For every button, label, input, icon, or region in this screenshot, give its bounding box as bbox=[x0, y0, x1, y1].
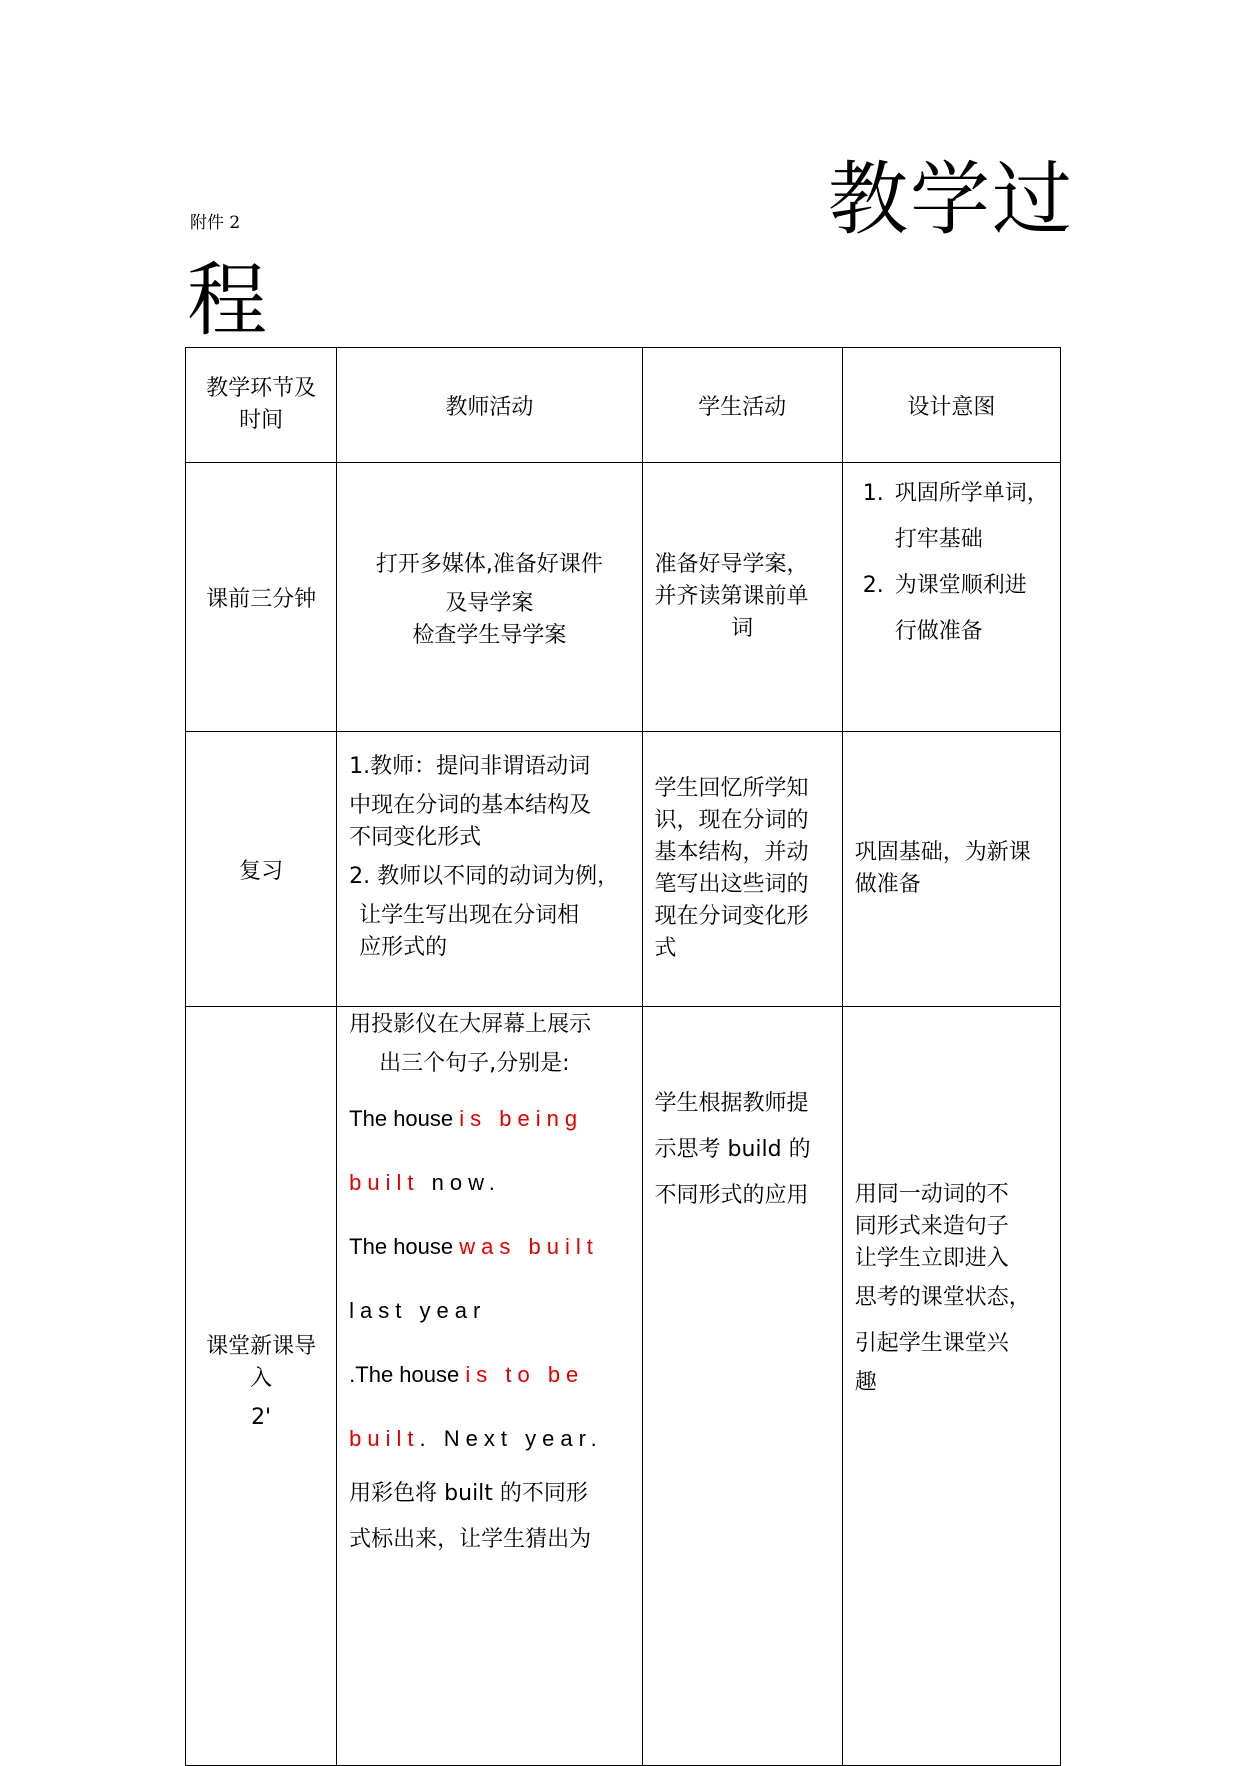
example-sentence-3: .The house is to be built. Next year. bbox=[349, 1362, 603, 1451]
header-stage: 教学环节及时间 bbox=[186, 348, 337, 463]
design-goal-list bbox=[843, 471, 1060, 655]
student-cell: 准备好导学案， 并齐读第课前单 词 bbox=[642, 463, 842, 732]
header-student: 学生活动 bbox=[642, 348, 842, 463]
lesson-plan-table bbox=[185, 347, 1061, 1766]
header-teacher: 教师活动 bbox=[337, 348, 642, 463]
stage-cell: 复习 bbox=[186, 732, 337, 1007]
table-header-row bbox=[186, 348, 1061, 463]
teacher-cell: 打开多媒体,准备好课件 及导学案 检查学生导学案 bbox=[337, 463, 642, 732]
table-row bbox=[186, 463, 1061, 732]
stage-cell: 课堂新课导 入 2' bbox=[186, 1007, 337, 1766]
list-item: 2. 为课堂顺利进 行做准备 bbox=[891, 563, 1060, 655]
list-item: 1. 巩固所学单词， 打牢基础 bbox=[891, 471, 1060, 563]
example-sentence-2: The house was built last year bbox=[349, 1234, 599, 1323]
page-title-part2: 程 bbox=[187, 254, 267, 347]
table-row bbox=[186, 1007, 1061, 1766]
student-cell: 学生回忆所学知 识，现在分词的 基本结构，并动 笔写出这些词的 现在分词变化形 式 bbox=[642, 732, 842, 1007]
example-sentence-1: The house is being built now. bbox=[349, 1106, 584, 1195]
page-title-part1: 教学过 bbox=[828, 153, 1074, 246]
teacher-cell: 1.教师：提问非谓语动词 中现在分词的基本结构及 不同变化形式 2. 教师以不同的动词为例， 让学生写出现在分词相 应形式的 bbox=[337, 732, 642, 1007]
table-row bbox=[186, 732, 1061, 1007]
design-cell: 巩固基础，为新课 做准备 bbox=[842, 732, 1060, 1007]
teacher-cell: 用投影仪在大屏幕上展示 出三个句子,分别是: The house is being built now. The house was built last year .The house is to be built. Next year. 用彩色将 built 的不同形 式标出来，让学生猜出为 bbox=[337, 1007, 642, 1766]
design-cell bbox=[842, 463, 1060, 732]
stage-cell: 课前三分钟 bbox=[186, 463, 337, 732]
student-cell: 学生根据教师提 示思考 build 的 不同形式的应用 bbox=[642, 1007, 842, 1766]
attachment-label: 附件 2 bbox=[190, 213, 241, 233]
header-design: 设计意图 bbox=[842, 348, 1060, 463]
design-cell: 用同一动词的不 同形式来造句子 让学生立即进入 思考的课堂状态， 引起学生课堂兴 趣 bbox=[842, 1007, 1060, 1766]
